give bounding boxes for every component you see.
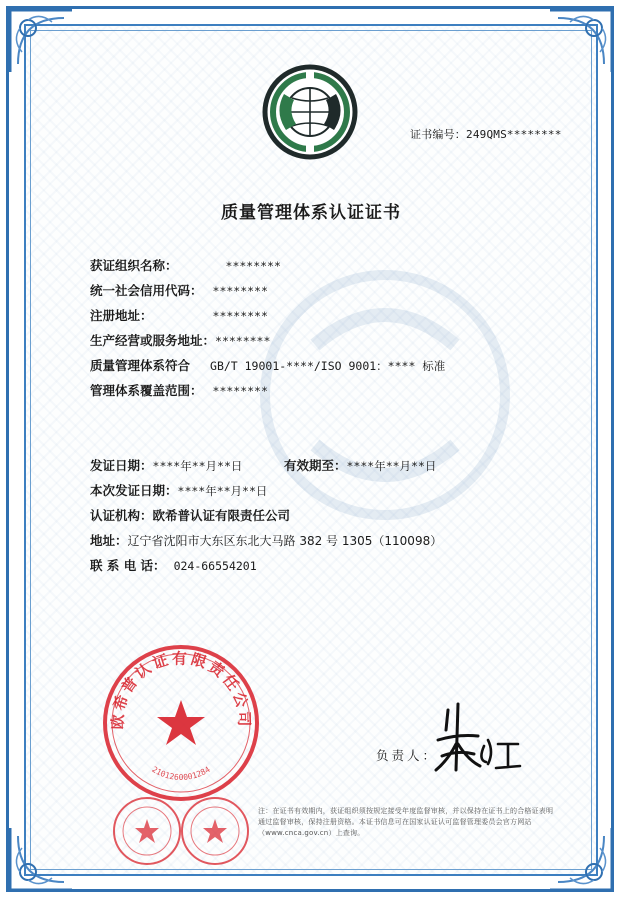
seal-code: 2101260001284 (150, 764, 212, 783)
certificate-number-value: 249QMS******** (466, 128, 562, 141)
field-org-name-value: ******** (225, 259, 281, 273)
field-issue-date-label: 发证日期： (90, 458, 153, 473)
field-scope-value: ******** (212, 384, 268, 398)
field-phone-label: 联 系 电 话： (90, 558, 166, 573)
field-cert-body-label: 认证机构： (90, 508, 153, 523)
handwritten-signature (428, 700, 524, 780)
seal-text: 欧希普认证有限责任公司 (108, 649, 254, 730)
field-org-name (90, 256, 281, 274)
signer-label: 负责人： (376, 748, 439, 763)
field-this-issue-date (90, 481, 267, 499)
field-reg-address-value: ******** (212, 309, 268, 323)
field-this-issue-date-label: 本次发证日期： (90, 483, 178, 498)
field-reg-address (90, 306, 268, 324)
field-issue-date (90, 456, 242, 474)
field-credit-code-label: 统一社会信用代码： (90, 283, 203, 298)
svg-text:2101260001284 (150, 765, 212, 782)
field-phone-value: 024-66554201 (173, 559, 257, 573)
field-address (90, 531, 442, 549)
field-cert-body-value: 欧希普认证有限责任公司 (152, 508, 291, 523)
field-address-label: 地址： (90, 533, 128, 548)
field-valid-until-label: 有效期至： (284, 458, 347, 473)
field-issue-date-value: ****年**月**日 (152, 459, 243, 473)
certificate-number-label: 证书编号： (410, 128, 466, 141)
field-reg-address-label: 注册地址： (90, 308, 153, 323)
company-seal (100, 642, 262, 804)
accreditation-mark-1 (110, 794, 184, 868)
field-this-issue-date-value: ****年**月**日 (177, 484, 268, 498)
field-standard (90, 356, 445, 374)
corner-ornament-top-right (546, 6, 616, 76)
certificate-number (410, 126, 562, 142)
accreditation-mark-2 (178, 794, 252, 868)
field-phone (90, 556, 257, 574)
field-ops-address (90, 331, 270, 349)
field-credit-code-value: ******** (212, 284, 268, 298)
field-ops-address-value: ******** (215, 334, 271, 348)
field-scope (90, 381, 268, 399)
corner-ornament-bottom-left (6, 824, 76, 894)
field-credit-code (90, 281, 268, 299)
certification-body-logo (262, 64, 358, 160)
corner-ornament-top-left (6, 6, 76, 76)
field-standard-label: 质量管理体系符合 (90, 358, 191, 373)
field-ops-address-label: 生产经营或服务地址： (90, 333, 216, 348)
footer-note: 注：在证书有效期内，获证组织须按规定接受年度监督审核，并以保持在证书上的合格证表明通过监督审核，保持注册资格。本证书信息可在国家认证认可监督管理委员会官方网站（www.cnca.gov.cn）上查询。 (258, 807, 554, 837)
certificate-title: 质量管理体系认证证书 (221, 203, 401, 223)
field-scope-label: 管理体系覆盖范围： (90, 383, 203, 398)
field-cert-body (90, 506, 290, 524)
field-standard-value: GB/T 19001-****/ISO 9001：**** 标准 (210, 359, 446, 373)
field-valid-until-value: ****年**月**日 (346, 459, 437, 473)
field-org-name-label: 获证组织名称： (90, 258, 178, 273)
field-valid-until (284, 456, 436, 474)
field-address-value: 辽宁省沈阳市大东区东北大马路 382 号 1305（110098） (127, 534, 443, 548)
background-watermark (255, 245, 515, 555)
